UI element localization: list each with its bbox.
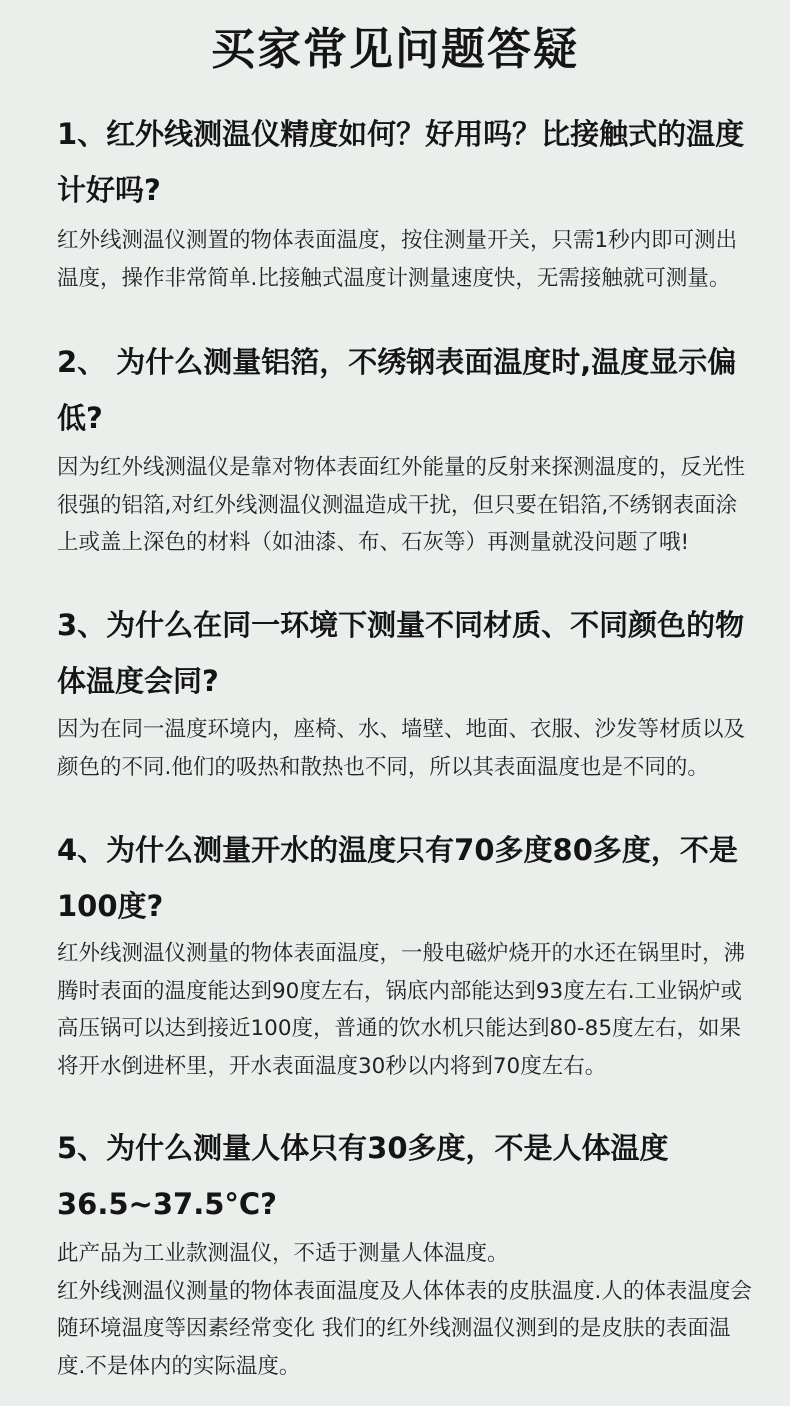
faq-answer-paragraph: 红外线测温仪测量的物体表面温度，一般电磁炉烧开的水还在锅里时，沸腾时表面的温度能达到90度左右，锅底内部能达到93度左右.工业锅炉或高压锅可以达到接近100度，普通的饮水机只能达到80-85度左右，如果将开水倒进杯里，开水表面温度30秒以内将到70度左右。 bbox=[57, 941, 746, 1079]
faq-question-2: 2、 为什么测量铝箔，不绣钢表面温度时,温度显示偏低? bbox=[57, 345, 737, 435]
faq-answer-paragraph: 此产品为工业款测温仪，不适于测量人体温度。 bbox=[57, 1241, 509, 1266]
faq-question-1: 1、红外线测温仪精度如何？好用吗？比接触式的温度计好吗? bbox=[57, 117, 745, 207]
faq-answer-2 bbox=[57, 449, 757, 562]
faq-answer-paragraph: 因为红外线测温仪是靠对物体表面红外能量的反射来探测温度的，反光性很强的铝箔,对红外线测温仪测温造成干扰，但只要在铝箔,不绣钢表面涂上或盖上深色的材料（如油漆、布、石灰等）再测量就没问题了哦! bbox=[57, 455, 746, 555]
faq-answer-paragraph: 因为在同一温度环境内，座椅、水、墙壁、地面、衣服、沙发等材质以及颜色的不同.他们的吸热和散热也不同，所以其表面温度也是不同的。 bbox=[57, 717, 746, 780]
faq-answer-5 bbox=[57, 1235, 757, 1385]
faq-question-5: 5、为什么测量人体只有30多度，不是人体温度36.5~37.5°C? bbox=[57, 1131, 669, 1221]
faq-answer-paragraph: 红外线测温仪测量的物体表面温度及人体体表的皮肤温度.人的体表温度会随环境温度等因素经常变化 我们的红外线测温仪测到的是皮肤的表面温度.不是体内的实际温度。 bbox=[57, 1278, 752, 1379]
faq-question-4: 4、为什么测量开水的温度只有70多度80多度，不是100度? bbox=[57, 833, 738, 923]
faq-answer-4 bbox=[57, 935, 757, 1085]
page-title: 买家常见问题答疑 bbox=[211, 24, 579, 75]
faq-answer-paragraph: 红外线测温仪测置的物体表面温度，按住测量开关，只需1秒内即可测出温度，操作非常简单.比接触式温度计测量速度快，无需接触就可测量。 bbox=[57, 228, 738, 291]
faq-answer-1 bbox=[57, 222, 757, 297]
faq-question-3: 3、为什么在同一环境下测量不同材质、不同颜色的物体温度会同? bbox=[57, 608, 745, 698]
faq-answer-3 bbox=[57, 711, 757, 786]
